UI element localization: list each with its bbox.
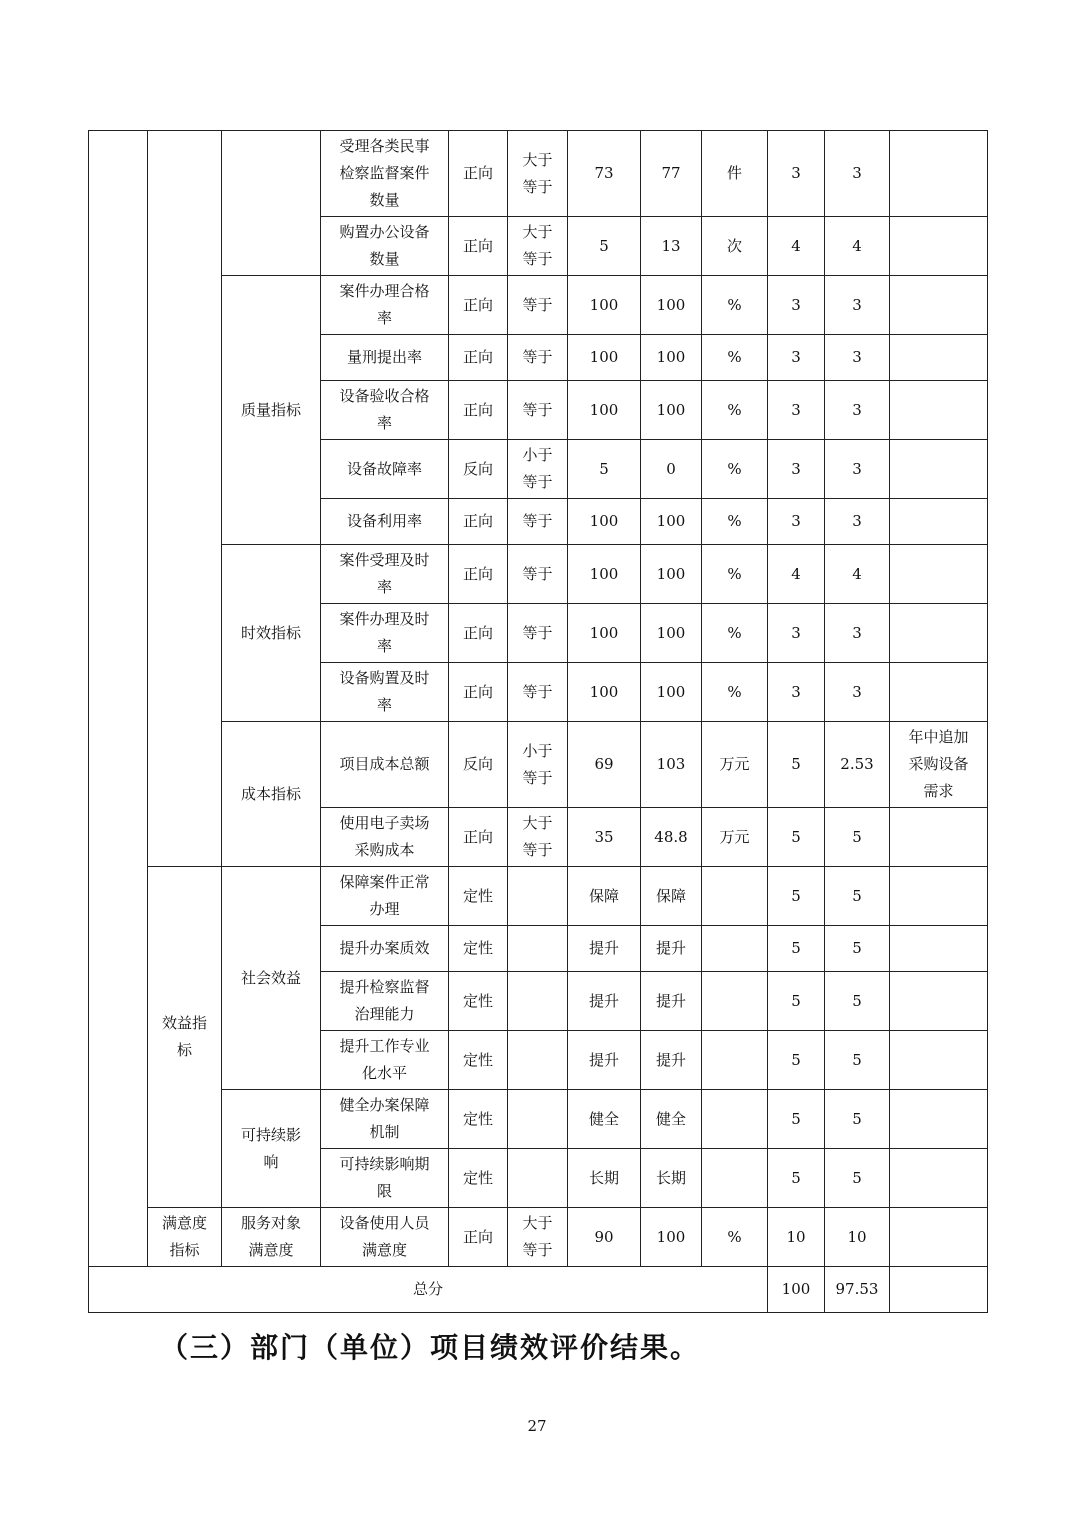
table-row xyxy=(89,276,988,335)
unit: 万元 xyxy=(702,808,768,867)
score: 3 xyxy=(825,604,890,663)
note xyxy=(890,663,988,722)
score: 5 xyxy=(825,926,890,972)
indicator-name: 设备利用率 xyxy=(321,499,449,545)
unit xyxy=(702,926,768,972)
direction: 正向 xyxy=(449,663,508,722)
actual-value: 0 xyxy=(641,440,702,499)
unit: % xyxy=(702,381,768,440)
quality-indicator-label: 质量指标 xyxy=(222,276,321,545)
direction: 正向 xyxy=(449,604,508,663)
score: 5 xyxy=(825,1031,890,1090)
table-row xyxy=(89,545,988,604)
satisfaction-indicator-label: 满意度 指标 xyxy=(148,1208,222,1267)
target-value: 长期 xyxy=(568,1149,641,1208)
target-value: 提升 xyxy=(568,926,641,972)
note xyxy=(890,926,988,972)
comparator: 大于 等于 xyxy=(508,1208,568,1267)
indicator-name: 提升工作专业 化水平 xyxy=(321,1031,449,1090)
unit: % xyxy=(702,335,768,381)
weight: 3 xyxy=(768,381,825,440)
actual-value: 100 xyxy=(641,1208,702,1267)
indicator-name: 设备购置及时 率 xyxy=(321,663,449,722)
unit: 次 xyxy=(702,217,768,276)
unit: % xyxy=(702,276,768,335)
comparator: 等于 xyxy=(508,499,568,545)
weight: 3 xyxy=(768,440,825,499)
unit: % xyxy=(702,1208,768,1267)
note xyxy=(890,1149,988,1208)
unit: % xyxy=(702,440,768,499)
actual-value: 100 xyxy=(641,499,702,545)
indicator-name: 案件受理及时 率 xyxy=(321,545,449,604)
score: 5 xyxy=(825,808,890,867)
actual-value: 100 xyxy=(641,604,702,663)
total-score: 97.53 xyxy=(825,1267,890,1313)
note xyxy=(890,604,988,663)
actual-value: 100 xyxy=(641,545,702,604)
performance-table xyxy=(88,130,988,1313)
comparator xyxy=(508,867,568,926)
direction: 正向 xyxy=(449,545,508,604)
direction: 定性 xyxy=(449,1090,508,1149)
weight: 5 xyxy=(768,867,825,926)
score: 5 xyxy=(825,867,890,926)
direction: 正向 xyxy=(449,381,508,440)
direction: 定性 xyxy=(449,1031,508,1090)
direction: 定性 xyxy=(449,1149,508,1208)
indicator-name: 设备使用人员 满意度 xyxy=(321,1208,449,1267)
score: 3 xyxy=(825,440,890,499)
weight: 5 xyxy=(768,926,825,972)
actual-value: 13 xyxy=(641,217,702,276)
table-row xyxy=(89,722,988,808)
target-value: 100 xyxy=(568,604,641,663)
note xyxy=(890,808,988,867)
unit: 万元 xyxy=(702,722,768,808)
direction: 正向 xyxy=(449,808,508,867)
score: 3 xyxy=(825,499,890,545)
direction: 定性 xyxy=(449,972,508,1031)
indicator-name: 健全办案保障 机制 xyxy=(321,1090,449,1149)
comparator: 等于 xyxy=(508,335,568,381)
score: 3 xyxy=(825,335,890,381)
actual-value: 77 xyxy=(641,131,702,217)
total-weight: 100 xyxy=(768,1267,825,1313)
comparator: 大于 等于 xyxy=(508,217,568,276)
indicator-name: 设备验收合格 率 xyxy=(321,381,449,440)
weight: 10 xyxy=(768,1208,825,1267)
score: 4 xyxy=(825,217,890,276)
weight: 5 xyxy=(768,722,825,808)
target-value: 100 xyxy=(568,663,641,722)
indicator-name: 使用电子卖场 采购成本 xyxy=(321,808,449,867)
direction: 正向 xyxy=(449,499,508,545)
unit xyxy=(702,1090,768,1149)
direction: 正向 xyxy=(449,217,508,276)
unit xyxy=(702,867,768,926)
indicator-name: 保障案件正常 办理 xyxy=(321,867,449,926)
actual-value: 提升 xyxy=(641,1031,702,1090)
comparator: 小于 等于 xyxy=(508,722,568,808)
target-value: 100 xyxy=(568,335,641,381)
weight: 5 xyxy=(768,1090,825,1149)
weight: 3 xyxy=(768,499,825,545)
benefit-indicator-label: 效益指 标 xyxy=(148,867,222,1208)
direction: 正向 xyxy=(449,131,508,217)
target-value: 提升 xyxy=(568,1031,641,1090)
actual-value: 100 xyxy=(641,335,702,381)
actual-value: 健全 xyxy=(641,1090,702,1149)
direction: 定性 xyxy=(449,926,508,972)
target-value: 35 xyxy=(568,808,641,867)
weight: 3 xyxy=(768,604,825,663)
social-benefit-label: 社会效益 xyxy=(222,867,321,1090)
target-value: 100 xyxy=(568,499,641,545)
indicator-name: 设备故障率 xyxy=(321,440,449,499)
table-row xyxy=(89,867,988,926)
comparator: 等于 xyxy=(508,276,568,335)
table-row xyxy=(89,1090,988,1149)
note xyxy=(890,1031,988,1090)
weight: 5 xyxy=(768,1149,825,1208)
target-value: 90 xyxy=(568,1208,641,1267)
note: 年中追加 采购设备 需求 xyxy=(890,722,988,808)
comparator xyxy=(508,926,568,972)
direction: 正向 xyxy=(449,1208,508,1267)
indicator-name: 可持续影响期 限 xyxy=(321,1149,449,1208)
note xyxy=(890,499,988,545)
weight: 4 xyxy=(768,545,825,604)
note xyxy=(890,217,988,276)
target-value: 保障 xyxy=(568,867,641,926)
weight: 5 xyxy=(768,972,825,1031)
unit xyxy=(702,1149,768,1208)
actual-value: 提升 xyxy=(641,972,702,1031)
indicator-name: 量刑提出率 xyxy=(321,335,449,381)
cost-indicator-label: 成本指标 xyxy=(222,722,321,867)
comparator xyxy=(508,1031,568,1090)
direction: 反向 xyxy=(449,440,508,499)
score: 3 xyxy=(825,131,890,217)
note xyxy=(890,1090,988,1149)
target-value: 73 xyxy=(568,131,641,217)
score: 10 xyxy=(825,1208,890,1267)
note xyxy=(890,440,988,499)
comparator: 等于 xyxy=(508,604,568,663)
actual-value: 保障 xyxy=(641,867,702,926)
target-value: 健全 xyxy=(568,1090,641,1149)
note xyxy=(890,972,988,1031)
comparator xyxy=(508,972,568,1031)
unit: % xyxy=(702,663,768,722)
table-row xyxy=(89,131,988,217)
direction: 正向 xyxy=(449,276,508,335)
unit xyxy=(702,972,768,1031)
score: 5 xyxy=(825,1149,890,1208)
note xyxy=(890,867,988,926)
first-level-blank xyxy=(89,131,148,1267)
note xyxy=(890,276,988,335)
score: 5 xyxy=(825,972,890,1031)
direction: 正向 xyxy=(449,335,508,381)
target-value: 提升 xyxy=(568,972,641,1031)
service-satisfaction-label: 服务对象 满意度 xyxy=(222,1208,321,1267)
weight: 3 xyxy=(768,276,825,335)
weight: 3 xyxy=(768,131,825,217)
weight: 5 xyxy=(768,1031,825,1090)
target-value: 69 xyxy=(568,722,641,808)
unit: 件 xyxy=(702,131,768,217)
weight: 3 xyxy=(768,335,825,381)
indicator-name: 案件办理及时 率 xyxy=(321,604,449,663)
weight: 3 xyxy=(768,663,825,722)
indicator-name: 购置办公设备 数量 xyxy=(321,217,449,276)
weight: 4 xyxy=(768,217,825,276)
indicator-name: 项目成本总额 xyxy=(321,722,449,808)
unit: % xyxy=(702,545,768,604)
comparator: 大于 等于 xyxy=(508,131,568,217)
total-label: 总分 xyxy=(89,1267,768,1313)
second-level-blank xyxy=(148,131,222,867)
comparator: 等于 xyxy=(508,381,568,440)
score: 3 xyxy=(825,276,890,335)
score: 2.53 xyxy=(825,722,890,808)
weight: 5 xyxy=(768,808,825,867)
comparator xyxy=(508,1149,568,1208)
actual-value: 100 xyxy=(641,276,702,335)
score: 3 xyxy=(825,381,890,440)
indicator-name: 受理各类民事 检察监督案件 数量 xyxy=(321,131,449,217)
score: 3 xyxy=(825,663,890,722)
unit xyxy=(702,1031,768,1090)
comparator: 大于 等于 xyxy=(508,808,568,867)
table-body xyxy=(89,131,988,1313)
unit: % xyxy=(702,604,768,663)
target-value: 100 xyxy=(568,276,641,335)
actual-value: 长期 xyxy=(641,1149,702,1208)
comparator xyxy=(508,1090,568,1149)
page-number: 27 xyxy=(527,1417,547,1435)
sustainable-impact-label: 可持续影 响 xyxy=(222,1090,321,1208)
table-row xyxy=(89,1208,988,1267)
total-row xyxy=(89,1267,988,1313)
note xyxy=(890,131,988,217)
comparator: 小于 等于 xyxy=(508,440,568,499)
target-value: 5 xyxy=(568,440,641,499)
section-heading: （三）部门（单位）项目绩效评价结果。 xyxy=(160,1331,701,1364)
indicator-name: 提升办案质效 xyxy=(321,926,449,972)
note xyxy=(890,1208,988,1267)
target-value: 100 xyxy=(568,381,641,440)
actual-value: 100 xyxy=(641,663,702,722)
comparator: 等于 xyxy=(508,663,568,722)
target-value: 100 xyxy=(568,545,641,604)
direction: 定性 xyxy=(449,867,508,926)
score: 4 xyxy=(825,545,890,604)
actual-value: 103 xyxy=(641,722,702,808)
actual-value: 100 xyxy=(641,381,702,440)
score: 5 xyxy=(825,1090,890,1149)
third-level-blank xyxy=(222,131,321,276)
note xyxy=(890,335,988,381)
total-note xyxy=(890,1267,988,1313)
indicator-name: 案件办理合格 率 xyxy=(321,276,449,335)
note xyxy=(890,545,988,604)
target-value: 5 xyxy=(568,217,641,276)
timeliness-indicator-label: 时效指标 xyxy=(222,545,321,722)
note xyxy=(890,381,988,440)
unit: % xyxy=(702,499,768,545)
actual-value: 提升 xyxy=(641,926,702,972)
actual-value: 48.8 xyxy=(641,808,702,867)
comparator: 等于 xyxy=(508,545,568,604)
direction: 反向 xyxy=(449,722,508,808)
indicator-name: 提升检察监督 治理能力 xyxy=(321,972,449,1031)
